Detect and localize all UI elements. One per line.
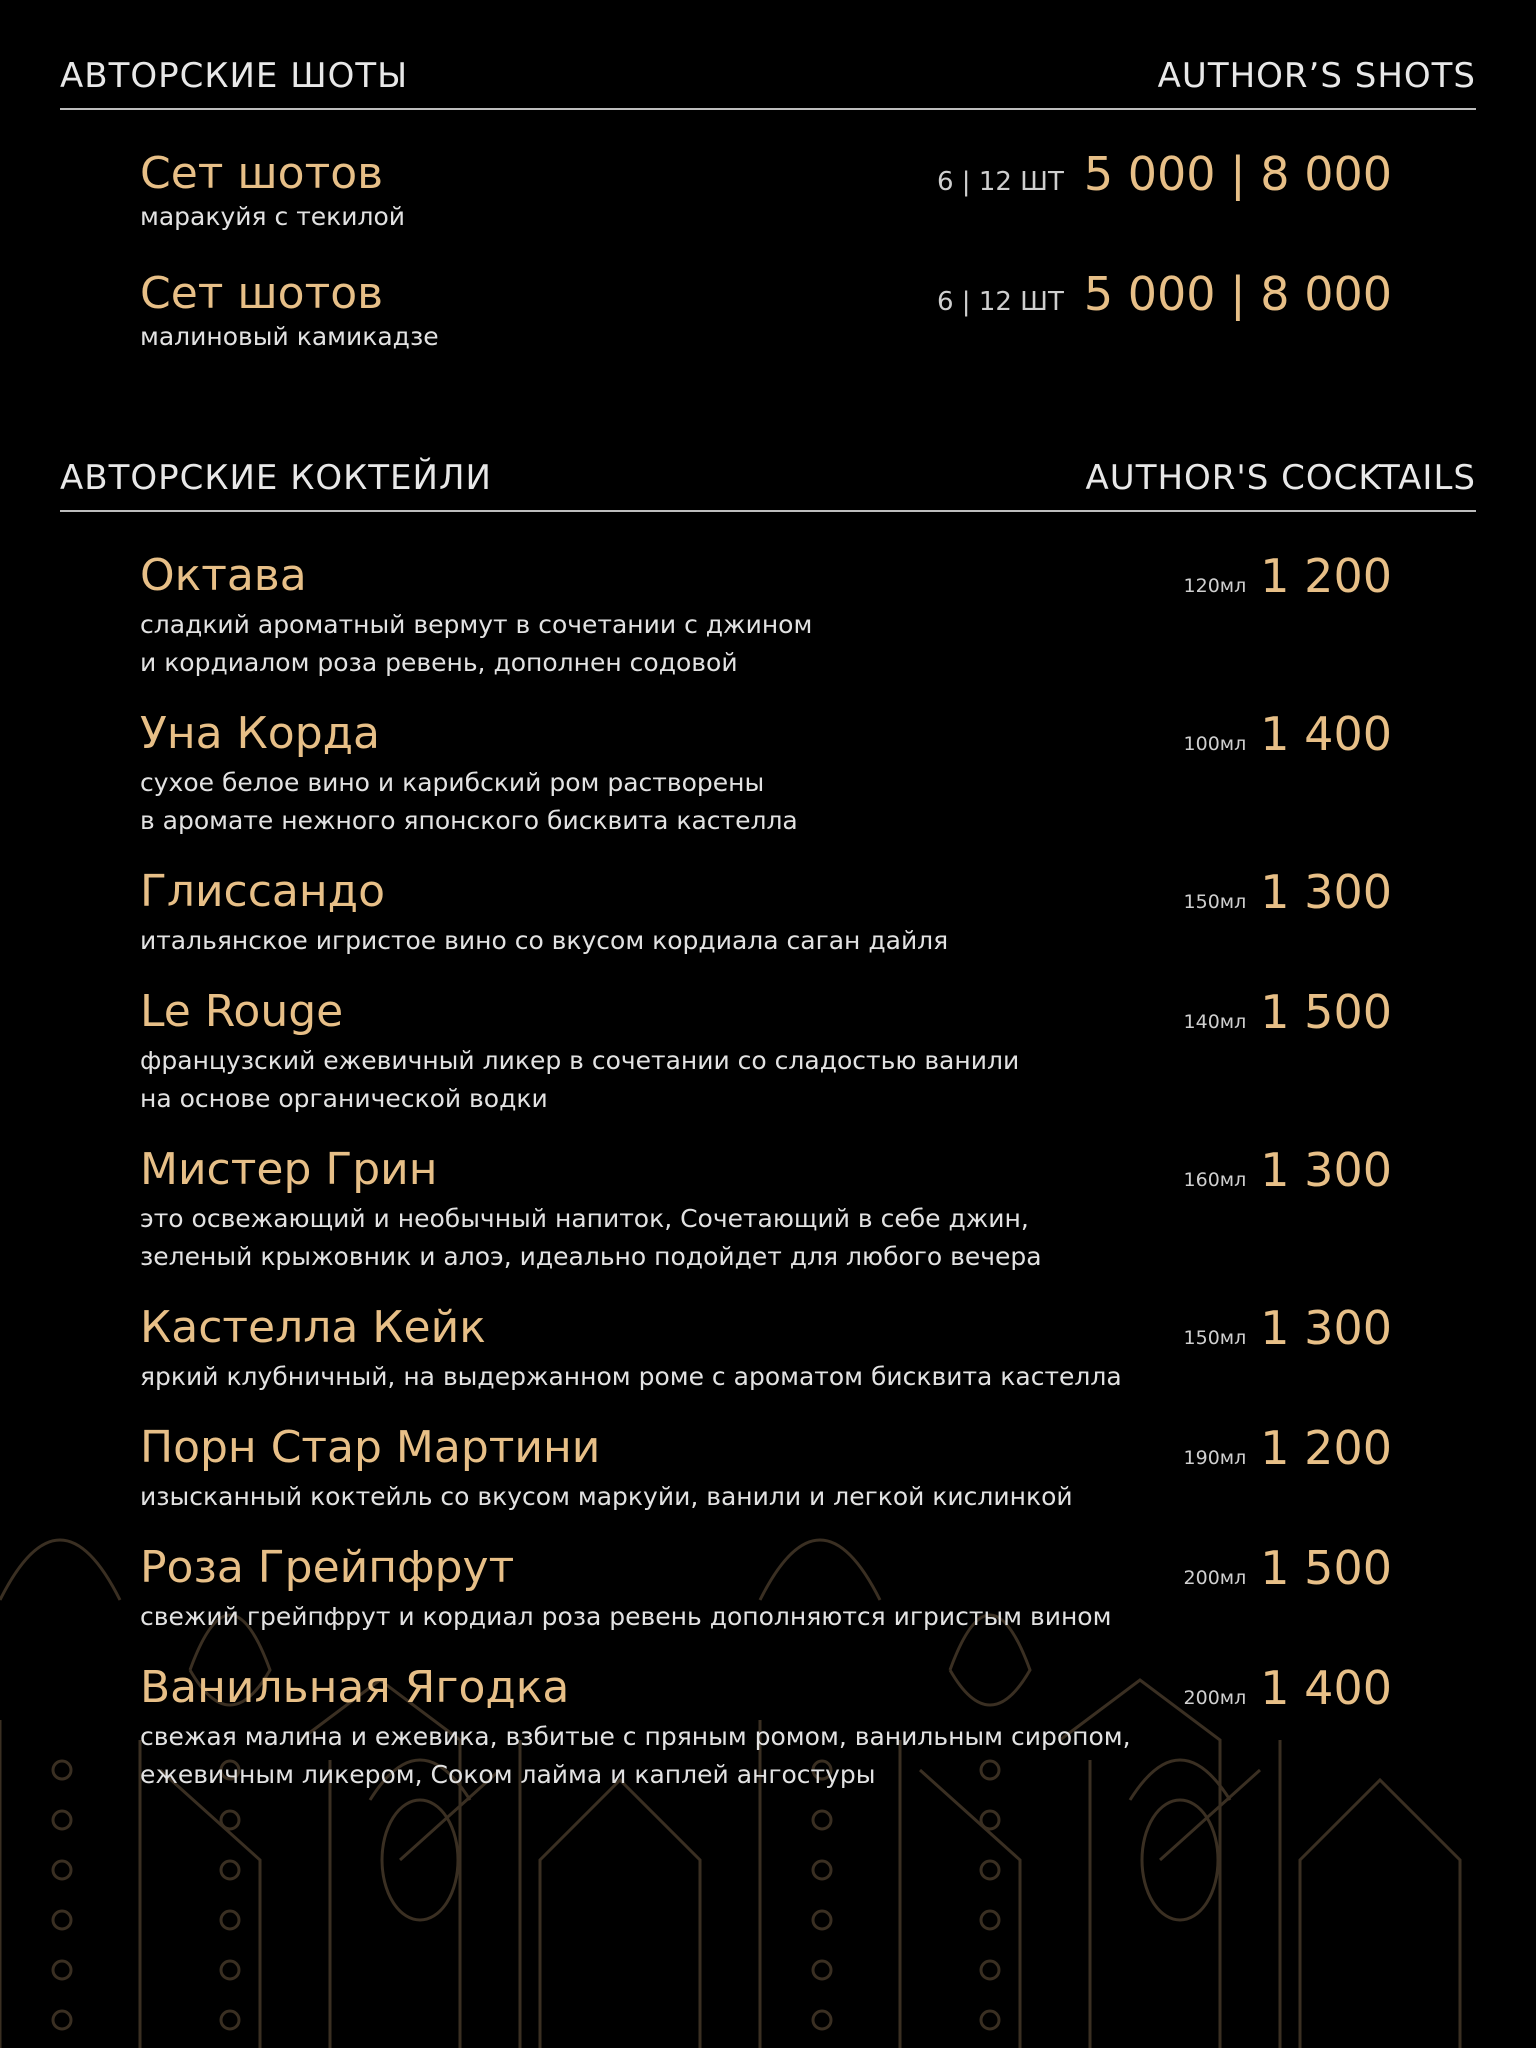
description-line: свежий грейпфрут и кордиал роза ревень дополняются игристым вином [140,1602,1112,1631]
item-quantity: 6 | 12 ШТ [937,287,1064,317]
item-description [140,1718,1131,1794]
item-name: Сет шотов [140,148,384,199]
description-line: это освежающий и необычный напиток, Сочетающий в себе джин, [140,1204,1029,1233]
description-line: ежевичным ликером, Соком лайма и каплей ангостуры [140,1760,876,1789]
item-description [140,1598,1111,1636]
item-name: Порн Стар Мартини [140,1422,601,1473]
item-price-block [1184,1540,1392,1596]
item-price: 1 300 [1260,1301,1392,1355]
description-line: зеленый крыжовник и алоэ, идеально подойдет для любого вечера [140,1242,1042,1271]
item-description [140,764,798,840]
item-price: 1 300 [1260,1143,1392,1197]
cocktails-title-ru: АВТОРСКИЕ КОКТЕЙЛИ [60,458,492,498]
item-price: 1 300 [1260,865,1392,919]
item-description [140,1200,1042,1276]
item-volume: 150мл [1183,891,1247,913]
item-volume: 160мл [1183,1169,1247,1191]
item-price: 5 000 | 8 000 [1083,267,1392,321]
shots-section-header [60,56,1476,110]
description-line: маракуйя с текилой [140,202,406,231]
description-line: французский ежевичный ликер в сочетании со сладостью ванили [140,1046,1020,1075]
item-price-block [1184,1420,1392,1476]
description-line: сладкий ароматный вермут в сочетании с джином [140,610,813,639]
item-volume: 100мл [1183,733,1247,755]
item-price: 1 200 [1260,549,1392,603]
item-name: Октава [140,550,307,601]
item-price-block [937,146,1392,202]
item-name: Роза Грейпфрут [140,1542,515,1593]
item-price-block [937,266,1392,322]
description-line: в аромате нежного японского бисквита кастелла [140,806,798,835]
item-name: Глиссандо [140,866,386,917]
description-line: итальянское игристое вино со вкусом кордиала саган дайля [140,926,949,955]
item-price: 1 400 [1260,1661,1392,1715]
item-price-block [1184,984,1392,1040]
item-volume: 140мл [1183,1011,1247,1033]
cocktails-section-header [60,458,1476,512]
item-volume: 150мл [1183,1327,1247,1349]
item-name: Мистер Грин [140,1144,438,1195]
item-price: 1 500 [1260,1541,1392,1595]
cocktails-title-en: AUTHOR'S COCKTAILS [1085,458,1476,498]
item-price: 5 000 | 8 000 [1083,147,1392,201]
item-volume: 190мл [1183,1447,1247,1469]
item-description [140,318,439,356]
item-volume: 200мл [1183,1567,1247,1589]
item-description [140,606,812,682]
item-name: Le Rouge [140,986,344,1037]
item-name: Ванильная Ягодка [140,1662,570,1713]
item-volume: 200мл [1183,1687,1247,1709]
item-price: 1 200 [1260,1421,1392,1475]
item-volume: 120мл [1183,575,1247,597]
description-line: яркий клубничный, на выдержанном роме с ароматом бисквита кастелла [140,1362,1122,1391]
description-line: и кордиалом роза ревень, дополнен содовой [140,648,738,677]
description-line: на основе органической водки [140,1084,548,1113]
item-description [140,1358,1122,1396]
description-line: свежая малина и ежевика, взбитые с пряным ромом, ванильным сиропом, [140,1722,1131,1751]
item-price: 1 400 [1260,707,1392,761]
item-quantity: 6 | 12 ШТ [937,167,1064,197]
item-price: 1 500 [1260,985,1392,1039]
item-name: Кастелла Кейк [140,1302,486,1353]
item-description [140,198,405,236]
description-line: малиновый камикадзе [140,322,439,351]
item-description [140,1478,1073,1516]
item-price-block [1184,548,1392,604]
item-price-block [1184,1300,1392,1356]
item-price-block [1184,864,1392,920]
shots-title-ru: АВТОРСКИЕ ШОТЫ [60,56,409,96]
shots-title-en: AUTHOR’S SHOTS [1157,56,1476,96]
item-description [140,922,948,960]
item-price-block [1184,706,1392,762]
description-line: изысканный коктейль со вкусом маркуйи, ванили и легкой кислинкой [140,1482,1073,1511]
item-price-block [1184,1142,1392,1198]
item-name: Сет шотов [140,268,384,319]
item-price-block [1184,1660,1392,1716]
description-line: сухое белое вино и карибский ром растворены [140,768,765,797]
item-description [140,1042,1019,1118]
item-name: Уна Корда [140,708,381,759]
